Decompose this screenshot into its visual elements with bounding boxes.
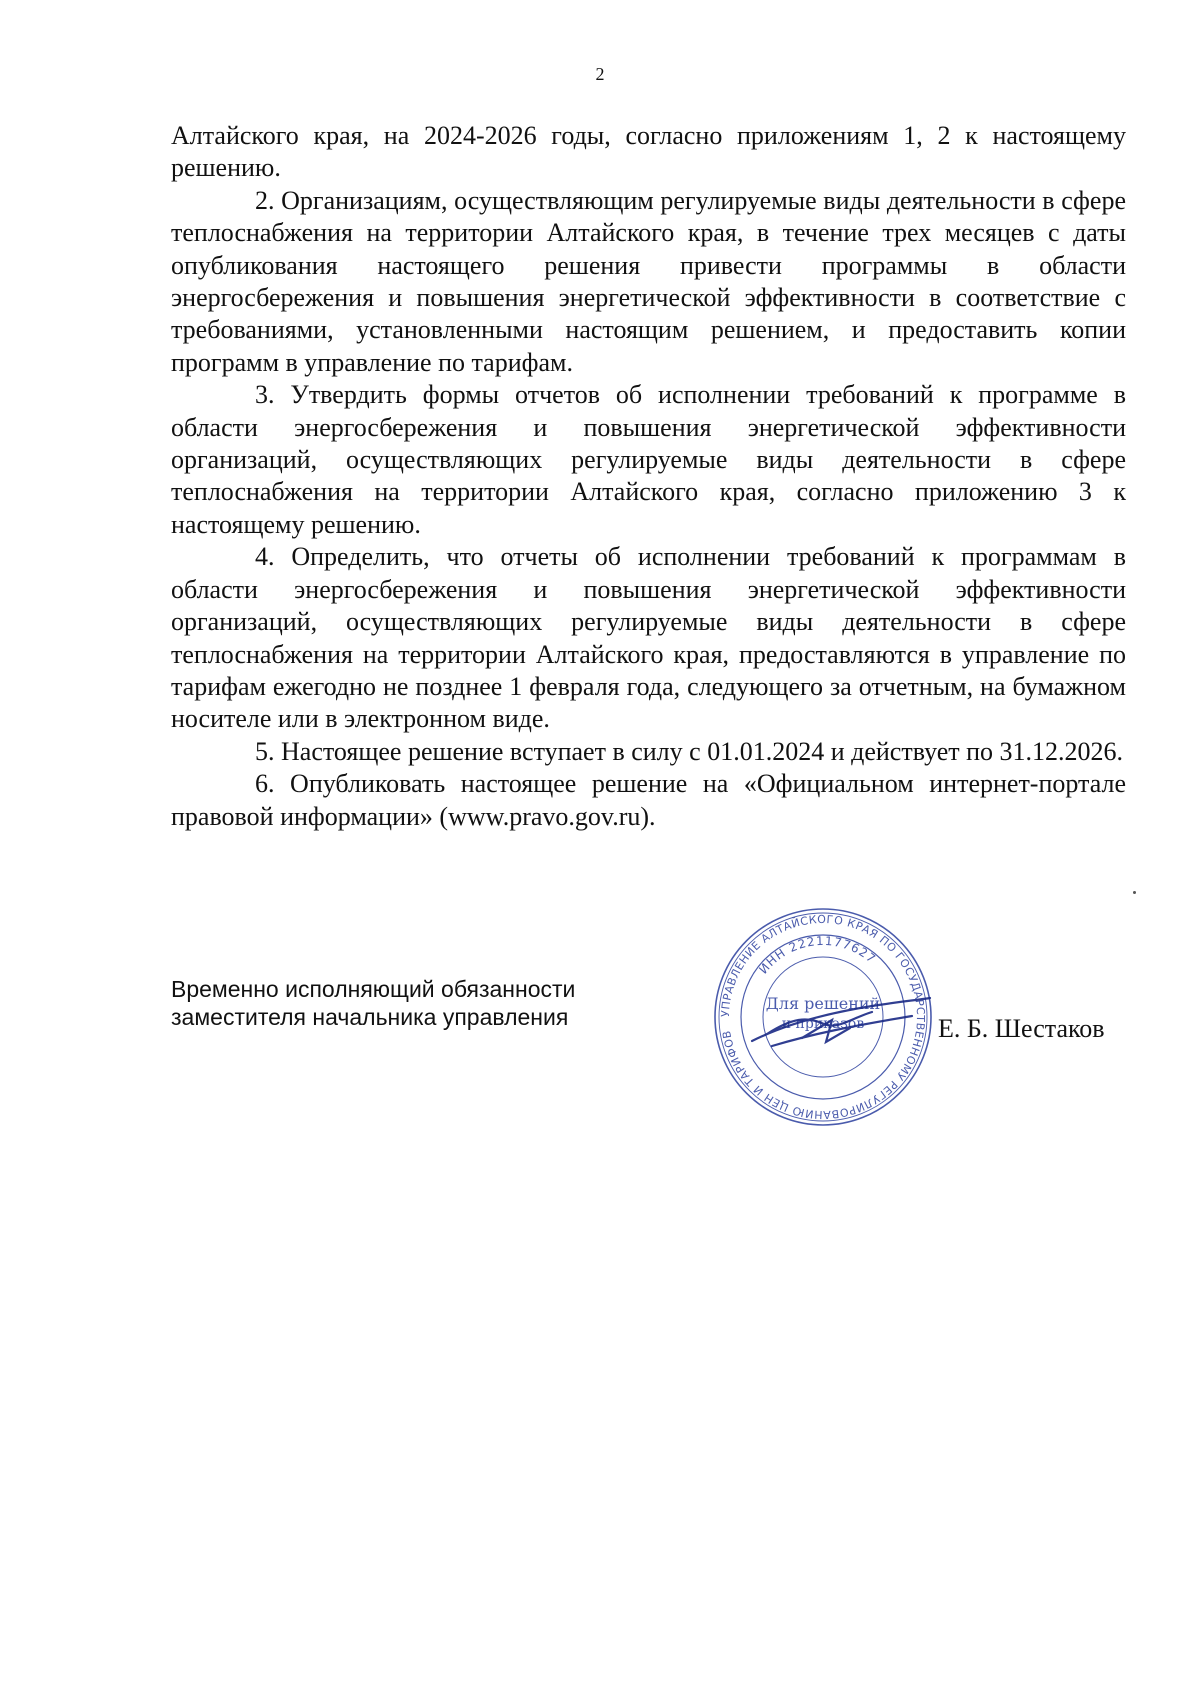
document-body xyxy=(171,120,1126,833)
signer-position xyxy=(171,975,691,1031)
paragraph-item-2: 2. Организациям, осуществляющим регулируемые виды деятельности в сфере теплоснабжения на территории Алтайского края, в течение трех месяцев с даты опубликования настоящего решения привести программы в области энергосбережения и повышения энергетической эффективности в соответствие с требованиями, установленными настоящим решением, и предоставить копии программ в управление по тарифам. xyxy=(171,185,1126,377)
page-number: 2 xyxy=(595,64,605,84)
official-stamp xyxy=(712,906,934,1128)
paragraph-item-6: 6. Опубликовать настоящее решение на «Официальном интернет-портале правовой информации» (www.pravo.gov.ru). xyxy=(171,769,1126,831)
paragraph-item-5: 5. Настоящее решение вступает в силу с 01.01.2024 и действует по 31.12.2026. xyxy=(255,736,1124,766)
stamp-outer-text: УПРАВЛЕНИЕ АЛТАЙСКОГО КРАЯ ПО ГОСУДАРСТВЕННОМУ РЕГУЛИРОВАНИЮ ЦЕН И ТАРИФОВ xyxy=(718,912,928,1122)
signer-name: Е. Б. Шестаков xyxy=(938,1014,1105,1043)
paragraph-continuation: Алтайского края, на 2024-2026 годы, согласно приложениям 1, 2 к настоящему решению. xyxy=(171,121,1126,183)
paragraph-item-3: 3. Утвердить формы отчетов об исполнении требований к программе в области энергосбережения и повышения энергетической эффективности организаций, осуществляющих регулируемые виды деятельности в сфере теплоснабжения на территории Алтайского края, согласно приложению 3 к настоящему решению. xyxy=(171,380,1126,539)
scan-speck xyxy=(1133,891,1136,894)
signer-position-line-1: Временно исполняющий обязанности xyxy=(171,976,576,1002)
paragraph-item-4: 4. Определить, что отчеты об исполнении требований к программам в области энергосбережения и повышения энергетической эффективности организаций, осуществляющих регулируемые виды деятельности в сфере теплоснабжения на территории Алтайского края, предоставляются в управление по тарифам ежегодно не позднее 1 февраля года, следующего за отчетным, на бумажном носителе или в электронном виде. xyxy=(171,542,1126,734)
stamp-center-line-2: и приказов xyxy=(781,1016,865,1032)
stamp-inn-text: ИНН 2221177627 xyxy=(756,933,879,977)
signer-position-line-2: заместителя начальника управления xyxy=(171,1004,569,1030)
stamp-center-line-1: Для решений xyxy=(765,994,881,1013)
